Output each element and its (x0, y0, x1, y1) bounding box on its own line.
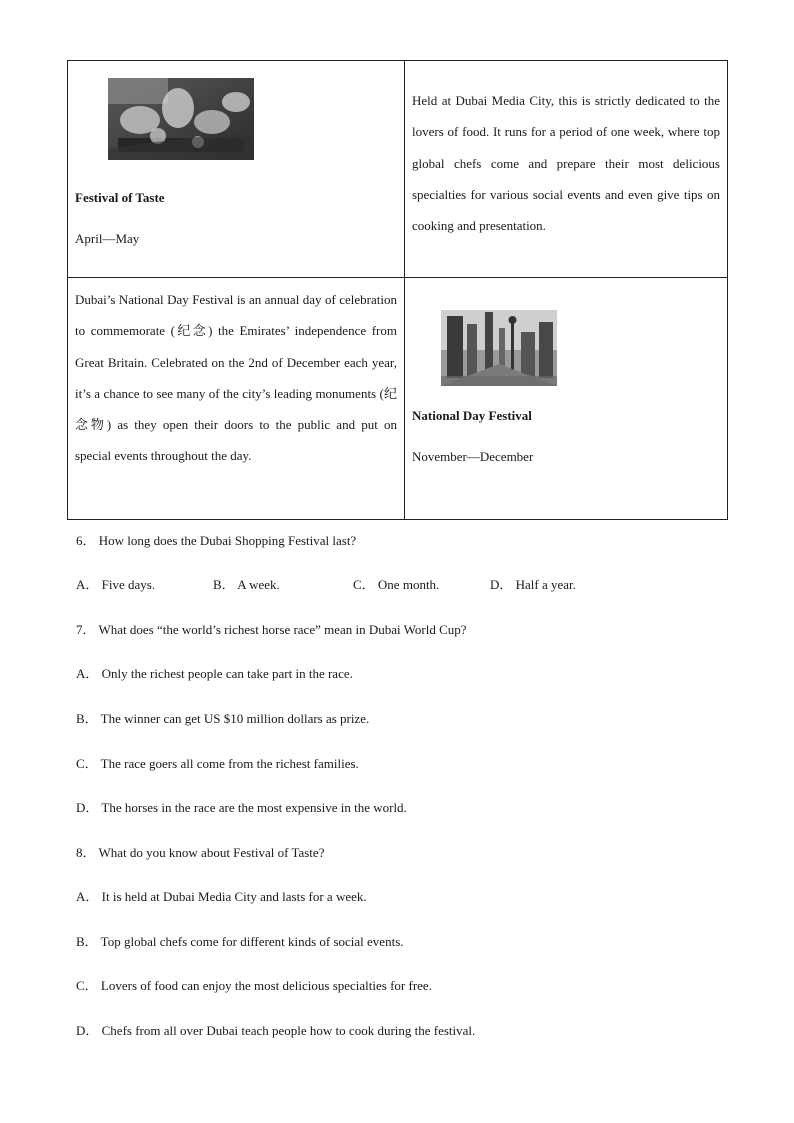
question-8-option-d: D． Chefs from all over Dubai teach people how to cook during the festival. (76, 1023, 476, 1038)
festival-table (67, 60, 728, 520)
question-8-option-c: C． Lovers of food can enjoy the most delicious specialties for free. (76, 978, 432, 993)
table-row (68, 61, 728, 278)
question-6-option-d: D． Half a year. (490, 577, 576, 592)
national-day-description-cell (68, 278, 405, 520)
question-8-option-a: A． It is held at Dubai Media City and lasts for a week. (76, 889, 367, 904)
question-7-option-c: C． The race goers all come from the richest families. (76, 756, 359, 771)
festival-description: Dubai’s National Day Festival is an annual day of celebration to commemorate (纪念) the Emirates’ independence from Great Britain. Celebrated on the 2nd of December each year, it’s a chance to see many of the city’s leading monuments (纪念物) as they open their doors to the public and put on special events throughout the day. (75, 292, 397, 464)
question-8-option-b: B． Top global chefs come for different kinds of social events. (76, 934, 404, 949)
question-7-option-d: D． The horses in the race are the most expensive in the world. (76, 800, 407, 815)
question-6-option-a: A． Five days. (76, 577, 156, 592)
festival-name: Festival of Taste (75, 190, 165, 205)
festival-of-taste-cell (68, 61, 405, 278)
festival-dates: April—May (75, 231, 140, 246)
table-row (68, 278, 728, 520)
national-day-festival-photo (441, 310, 557, 386)
question-7-option-b: B． The winner can get US $10 million dollars as prize. (76, 711, 370, 726)
festival-of-taste-description-cell (405, 61, 728, 278)
festival-name: National Day Festival (412, 408, 532, 423)
question-8-stem: 8． What do you know about Festival of Taste? (76, 845, 325, 860)
question-7-stem: 7． What does “the world’s richest horse race” mean in Dubai World Cup? (76, 622, 467, 637)
national-day-festival-cell (405, 278, 728, 520)
festival-dates: November—December (412, 449, 534, 464)
festival-of-taste-photo (108, 78, 254, 160)
question-7-option-a: A． Only the richest people can take part in the race. (76, 666, 353, 681)
question-6-option-b: B． A week. (213, 577, 280, 592)
festival-description: Held at Dubai Media City, this is strictly dedicated to the lovers of food. It runs for a period of one week, where top global chefs come and prepare their most delicious specialties for various social events and even give tips on cooking and presentation. (412, 93, 720, 234)
question-6-stem: 6． How long does the Dubai Shopping Festival last? (76, 533, 357, 548)
question-6-option-c: C． One month. (353, 577, 440, 592)
